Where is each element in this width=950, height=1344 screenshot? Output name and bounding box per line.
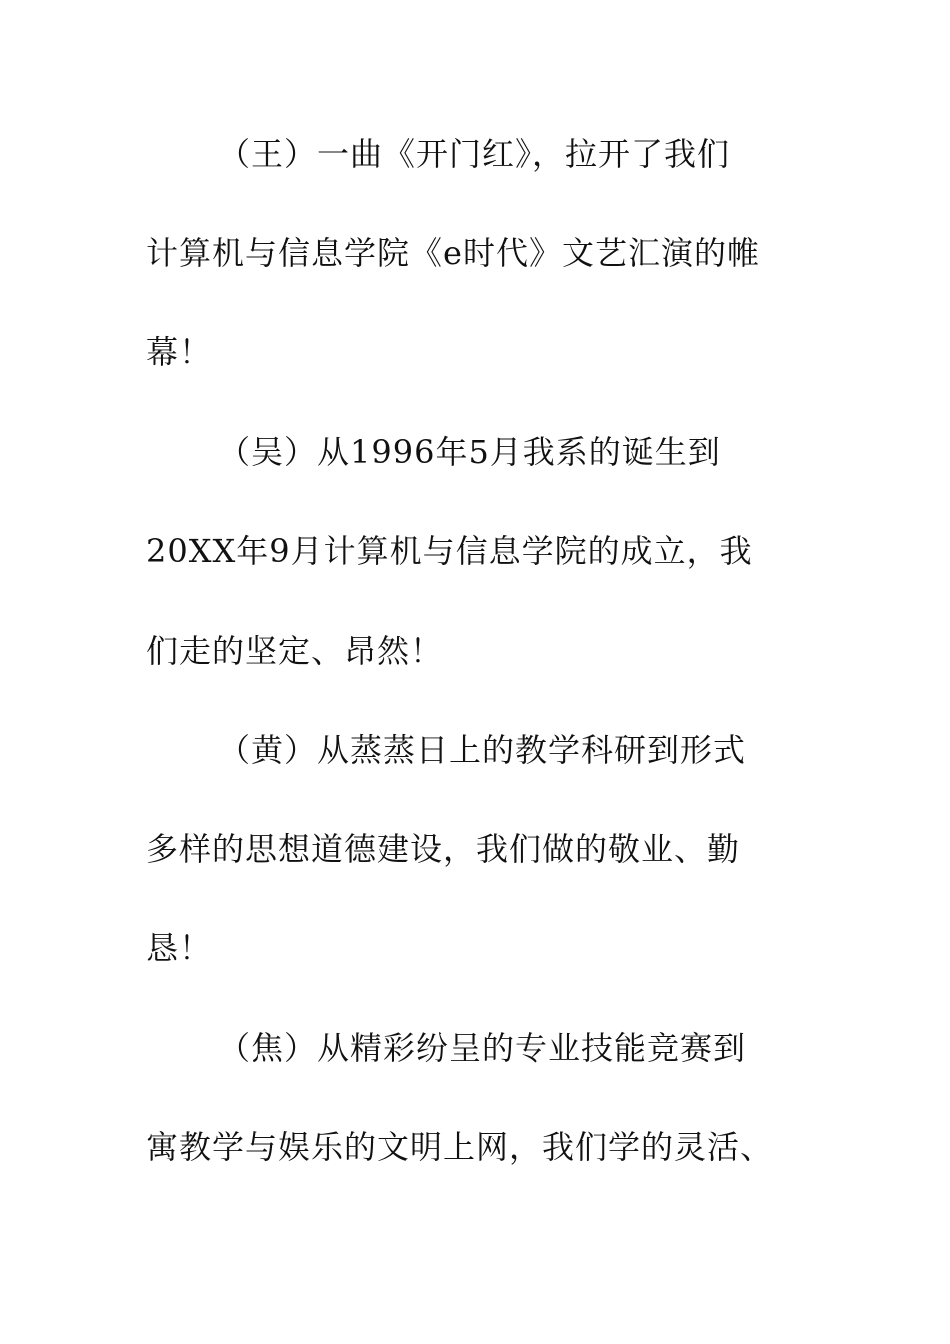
paragraph-jiao-line-1: （焦）从精彩纷呈的专业技能竞赛到 (218, 1029, 747, 1067)
paragraph-wang-line-3: 幕！ (146, 333, 213, 371)
paragraph-huang-line-3: 恳！ (146, 929, 213, 967)
paragraph-huang-line-2: 多样的思想道德建设，我们做的敬业、勤 (146, 830, 741, 868)
paragraph-wu-line-2: 20XX年9月计算机与信息学院的成立，我 (146, 532, 753, 570)
paragraph-wang-line-2: 计算机与信息学院《e时代》文艺汇演的帷 (146, 234, 760, 272)
paragraph-wu-line-3: 们走的坚定、昂然！ (146, 632, 444, 670)
paragraph-wu-line-1: （吴）从1996年5月我系的诞生到 (218, 433, 721, 471)
paragraph-wang-line-1: （王）一曲《开门红》，拉开了我们 (218, 135, 731, 173)
paragraph-jiao-line-2: 寓教学与娱乐的文明上网，我们学的灵活、 (146, 1128, 774, 1166)
paragraph-huang-line-1: （黄）从蒸蒸日上的教学科研到形式 (218, 731, 747, 769)
